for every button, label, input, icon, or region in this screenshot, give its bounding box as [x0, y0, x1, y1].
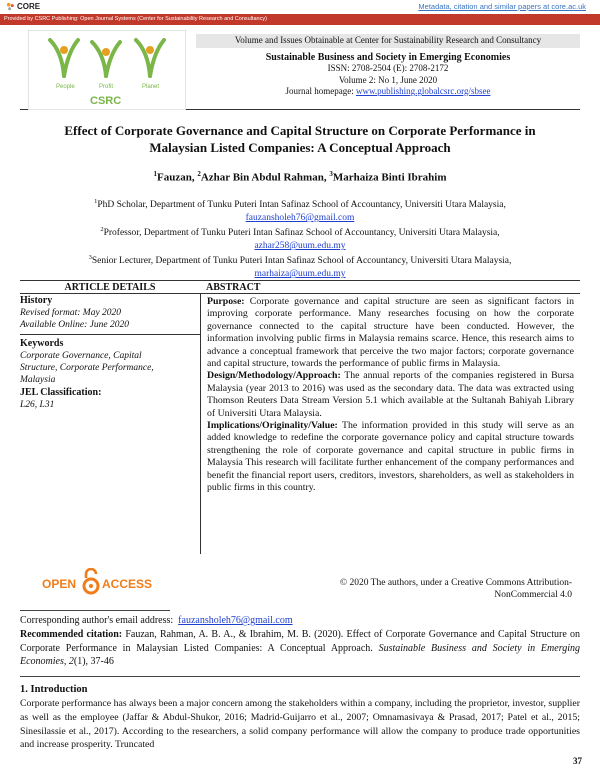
affil-2-email[interactable]: azhar258@uum.edu.my — [254, 241, 346, 252]
affil-3-email[interactable]: marhaiza@uum.edu.my — [254, 269, 346, 280]
journal-homepage — [196, 86, 580, 98]
abstract-column — [200, 280, 580, 554]
purpose-text: Corporate governance and capital structure are seen as significant factors in improving corporate performance. Many researches focusing on how the corporate governance connected to the capital structure have been conducted. However, the information involving public firms in Malaysia remains scarce. Hence, this research aims to advance a conceptual framework that perceive the two major factors; corporate governance and capital structure, towards the performance of public firms in Malaysia. — [207, 296, 574, 370]
core-logo-text: CORE — [17, 2, 41, 11]
affil-1-num: 1 — [94, 198, 98, 205]
abstract-body — [200, 294, 580, 554]
logo-label-people: People — [56, 84, 75, 90]
core-logo-icon — [6, 2, 15, 11]
citation-pages: (1), 37-46 — [73, 656, 114, 667]
journal-volume: Volume 2: No 1, June 2020 — [338, 74, 438, 85]
history-section — [20, 294, 200, 335]
citation-label: Recommended citation: — [20, 629, 123, 640]
affil-3-num: 3 — [88, 254, 92, 261]
design-label: Design/Methodology/Approach: — [207, 370, 341, 382]
corr-email[interactable]: fauzansholeh76@gmail.com — [178, 615, 293, 626]
author-3: Marhaiza Binti Ibrahim — [332, 171, 447, 184]
journal-name: Sustainable Business and Society in Emerging Economies — [265, 51, 511, 63]
intro-text: Corporate performance has always been a major concern among the stakeholders within a company, including the proprietor, investor, supplier as well as the employee (Jaffar & Abdul-Shukor, 2016; Madrid-Guijarro et al., 2007; Omnamasivaya & Prasad, 2017; Patel et al., 2015; Sinesilassie et al., 2017). According to the researchers, a solid company performance will allow the company to produce trade opportunities and increase prosperity. Truncated — [20, 698, 580, 751]
article-details-heading: ARTICLE DETAILS — [20, 280, 200, 294]
title-line-2: Malaysian Listed Companies: A Conceptual Approach — [149, 140, 451, 155]
affiliation-2 — [20, 223, 580, 253]
corr-label: Corresponding author's email address: — [20, 615, 174, 626]
section-divider — [20, 676, 580, 677]
article-details-column — [20, 280, 200, 414]
footnote-rule — [20, 610, 170, 611]
author-3-num: 3 — [329, 170, 333, 178]
core-logo[interactable] — [6, 2, 40, 11]
open-access-left: OPEN — [42, 577, 77, 591]
logo-label-planet: Planet — [142, 84, 160, 90]
core-bar — [0, 0, 600, 14]
title-line-1: Effect of Corporate Governance and Capital Structure on Corporate Performance in — [64, 123, 536, 138]
affil-2-num: 2 — [100, 226, 104, 233]
csrc-logo — [28, 30, 186, 110]
corresponding-author — [20, 614, 580, 627]
author-2-num: 2 — [197, 170, 201, 178]
affil-1-text: PhD Scholar, Department of Tunku Puteri Intan Safinaz School of Accountancy, Universiti Utara Malaysia, — [97, 200, 506, 211]
implications-label: Implications/Originality/Value: — [207, 420, 338, 432]
page-number: 37 — [573, 756, 582, 766]
open-access-right: ACCESS — [102, 577, 153, 591]
author-1: Fauzan — [157, 171, 192, 184]
logo-brand-text: CSRC — [90, 95, 122, 107]
citation-volume-sep: , 2 — [63, 656, 74, 667]
affil-3-text: Senior Lecturer, Department of Tunku Puteri Intan Safinaz School of Accountancy, Universiti Utara Malaysia, — [91, 256, 512, 267]
citation-text: Fauzan, Rahman, A. B. A., & Ibrahim, M. B. (2020). Effect of Corporate Governance and Capital Structure on Corporate Performance in Malaysian Listed Companies: A Conceptual Approach. — [20, 629, 580, 654]
license-notice — [300, 577, 572, 601]
affiliation-3 — [20, 251, 580, 281]
affiliation-1 — [20, 195, 580, 225]
open-lock-icon — [84, 569, 98, 593]
author-1-num: 1 — [153, 170, 157, 178]
license-line-2: NonCommercial 4.0 — [494, 590, 572, 600]
intro-heading: 1. Introduction — [20, 684, 88, 695]
jel-label: JEL Classification: — [20, 387, 102, 398]
journal-issn: ISSN: 2708-2504 (E): 2708-2172 — [327, 63, 449, 73]
implications-text: The information provided in this study will serve as an added knowledge to redefine the corporate governance policy and capital structure towards strengthening the role of corporate governance and capital structure in public firms in Malaysia This research will facilitate further enhancement of the company performances and benefit the financial report users, creditors, investors, shareholders, as well as stakeholders in public firms in this country. — [207, 420, 574, 494]
keywords-section — [20, 335, 200, 414]
journal-info — [196, 34, 580, 98]
author-2: Azhar Bin Abdul Rahman — [200, 171, 324, 184]
abstract-heading: ABSTRACT — [200, 280, 580, 294]
citation-journal: Sustainable Business and Society in Emerging Economies — [20, 642, 580, 667]
available-date: Available Online: June 2020 — [20, 320, 129, 330]
history-label: History — [20, 295, 53, 306]
homepage-label: Journal homepage: — [285, 86, 356, 96]
design-text: The annual reports of the companies registered in Bursa Malaysia (year 2013 to 2016) was used as the secondary data. The data was extracted using Thomson Reuters Data Stream Version 5.1 which available at the Sultanah Bahiyah Library of Universiti Utara Malaysia. — [207, 370, 574, 419]
keywords-line-3: Malaysia — [20, 375, 56, 385]
core-metadata-link[interactable]: Metadata, citation and similar papers at core.ac.uk — [418, 2, 586, 11]
affil-2-text: Professor, Department of Tunku Puteri Intan Safinaz School of Accountancy, Universiti Utara Malaysia, — [103, 228, 500, 239]
journal-header — [20, 28, 580, 110]
keywords-label: Keywords — [20, 338, 64, 349]
license-line-1: © 2020 The authors, under a Creative Commons Attribution- — [339, 578, 572, 588]
keywords-line-2: Structure, Corporate Performance, — [20, 363, 154, 373]
affil-1-email[interactable]: fauzansholeh76@gmail.com — [245, 213, 355, 224]
logo-label-profit: Profit — [99, 84, 114, 90]
author-list: $^1$Fauzan, $^2$Azhar Bin Abdul Rahman, $^3$Marhaiza Binti Ibrahim — [153, 170, 447, 184]
paper-title — [30, 122, 570, 156]
jel-codes: L26, L31 — [20, 400, 55, 410]
open-access-logo — [42, 568, 162, 598]
recommended-citation — [20, 628, 580, 669]
purpose-label: Purpose: — [207, 296, 245, 307]
journal-strip: Volume and Issues Obtainable at Center for Sustainability Research and Consultancy — [196, 34, 580, 48]
revised-date: Revised format: May 2020 — [20, 308, 122, 318]
keywords-line-1: Corporate Governance, Capital — [20, 351, 142, 361]
provided-by-banner: Provided by CSRC Publishing: Open Journal Systems (Center for Sustainability Research and Consultancy) — [0, 14, 600, 25]
homepage-link[interactable]: www.publishing.globalcsrc.org/sbsee — [356, 86, 491, 96]
